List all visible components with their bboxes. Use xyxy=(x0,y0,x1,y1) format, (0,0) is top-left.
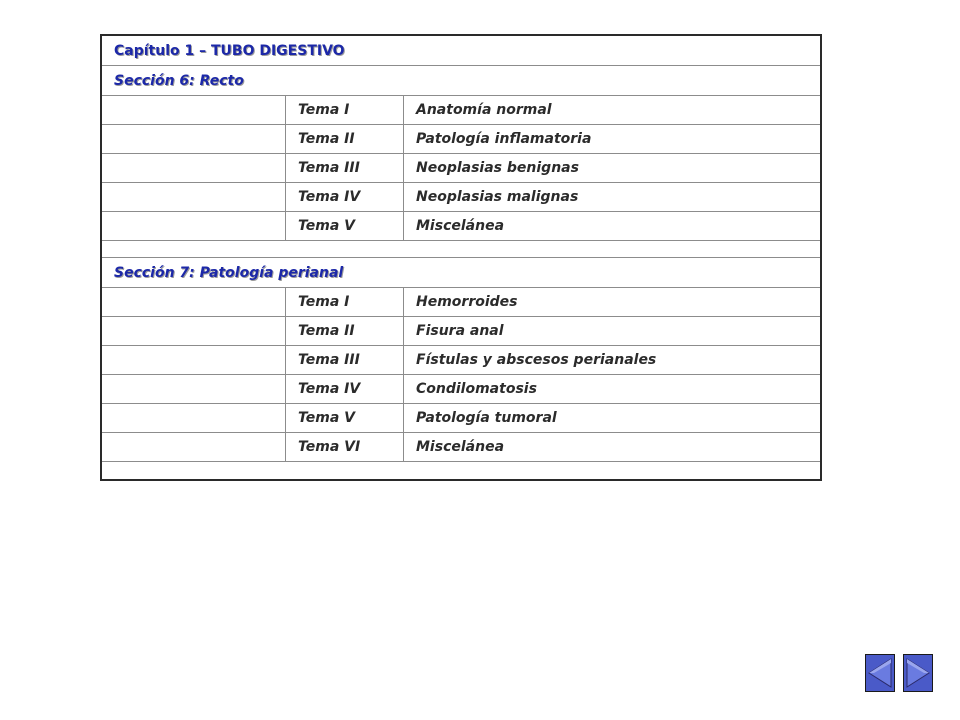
topic-row[interactable] xyxy=(102,212,820,241)
spacer-row xyxy=(102,462,820,479)
topic-row[interactable] xyxy=(102,346,820,375)
topic-label: Tema III xyxy=(298,352,360,368)
spacer-row xyxy=(102,241,820,258)
empty-cell xyxy=(102,154,286,182)
previous-button[interactable] xyxy=(865,654,895,692)
topic-title[interactable]: Patología tumoral xyxy=(416,410,557,426)
section-title: Sección 6: Recto xyxy=(114,72,244,89)
topic-label: Tema III xyxy=(298,160,360,176)
empty-cell xyxy=(102,404,286,432)
topic-label: Tema IV xyxy=(298,189,361,205)
chapter-title: Capítulo 1 – TUBO DIGESTIVO xyxy=(114,42,345,59)
topic-title[interactable]: Anatomía normal xyxy=(416,102,552,118)
topic-title[interactable]: Neoplasias malignas xyxy=(416,189,579,205)
topic-title[interactable]: Hemorroides xyxy=(416,294,518,310)
topic-label: Tema IV xyxy=(298,381,361,397)
empty-cell xyxy=(102,125,286,153)
topic-label: Tema II xyxy=(298,131,355,147)
empty-cell xyxy=(102,346,286,374)
empty-cell xyxy=(102,288,286,316)
topic-label: Tema II xyxy=(298,323,355,339)
section-title: Sección 7: Patología perianal xyxy=(114,264,344,281)
topic-row[interactable] xyxy=(102,375,820,404)
section-heading-row xyxy=(102,66,820,96)
topic-row[interactable] xyxy=(102,125,820,154)
topic-row[interactable] xyxy=(102,154,820,183)
topic-row[interactable] xyxy=(102,404,820,433)
next-button[interactable] xyxy=(903,654,933,692)
topic-title[interactable]: Patología inflamatoria xyxy=(416,131,592,147)
section-heading-row xyxy=(102,258,820,288)
topic-label: Tema V xyxy=(298,410,355,426)
topic-title[interactable]: Condilomatosis xyxy=(416,381,537,397)
triangle-right-icon xyxy=(904,655,932,691)
empty-cell xyxy=(102,433,286,461)
topic-row[interactable] xyxy=(102,288,820,317)
topic-row[interactable] xyxy=(102,317,820,346)
topic-label: Tema I xyxy=(298,102,350,118)
topic-row[interactable] xyxy=(102,183,820,212)
topic-title[interactable]: Fisura anal xyxy=(416,323,504,339)
topic-title[interactable]: Miscelánea xyxy=(416,218,505,234)
topic-title[interactable]: Neoplasias benignas xyxy=(416,160,579,176)
chapter-table xyxy=(100,34,822,481)
topic-row[interactable] xyxy=(102,96,820,125)
empty-cell xyxy=(102,183,286,211)
topic-label: Tema V xyxy=(298,218,355,234)
topic-row[interactable] xyxy=(102,433,820,462)
topic-title[interactable]: Fístulas y abscesos perianales xyxy=(416,352,657,368)
topic-label: Tema VI xyxy=(298,439,361,455)
triangle-left-icon xyxy=(866,655,894,691)
topic-label: Tema I xyxy=(298,294,350,310)
empty-cell xyxy=(102,96,286,124)
empty-cell xyxy=(102,317,286,345)
chapter-heading-row xyxy=(102,36,820,66)
empty-cell xyxy=(102,375,286,403)
empty-cell xyxy=(102,212,286,240)
topic-title[interactable]: Miscelánea xyxy=(416,439,505,455)
